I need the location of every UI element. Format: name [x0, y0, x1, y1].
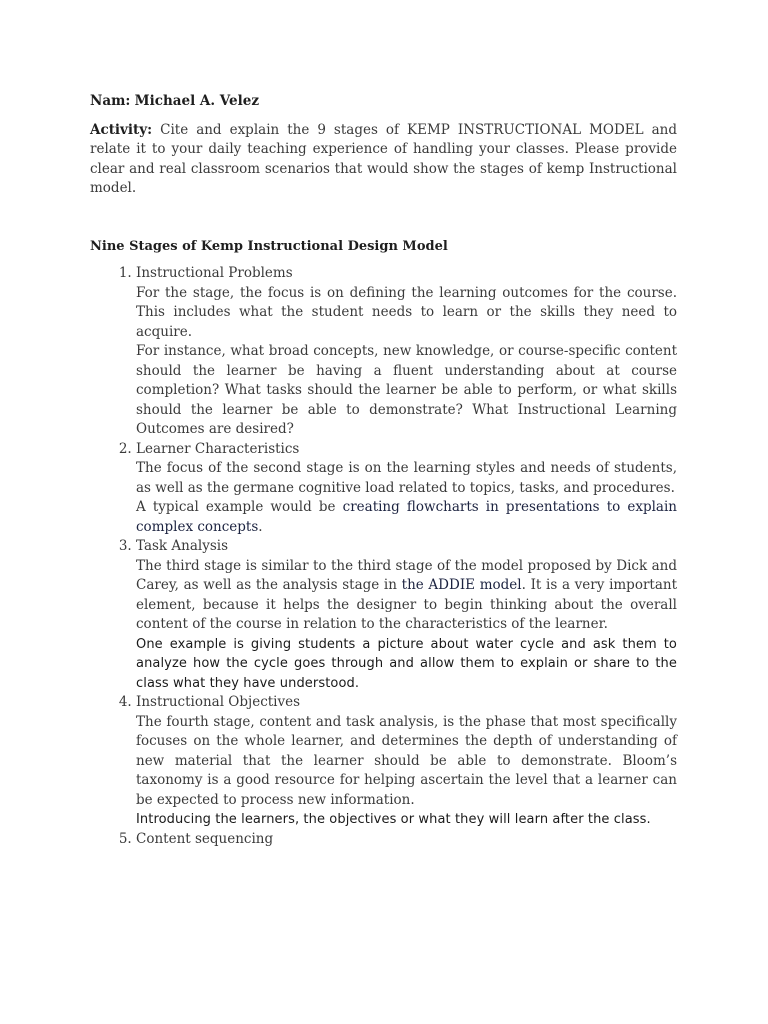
- student-name-line: [90, 92, 677, 112]
- list-item: [136, 264, 677, 440]
- section-heading: Nine Stages of Kemp Instructional Design Model: [90, 238, 448, 254]
- stage-example: For instance, what broad concepts, new knowledge, or course-specific content should the learner be having a fluent understanding about at course completion? What tasks should the learner be able to perform, or what skills should the learner be able to demonstrate? What Instructional Learning Outcomes are desired?: [136, 343, 677, 437]
- example-suffix: .: [258, 518, 263, 535]
- list-item: [136, 440, 677, 538]
- stage-example: One example is giving students a picture about water cycle and ask them to analyze how the cycle goes through and allow them to explain or share to the class what they have understood.: [136, 636, 677, 691]
- stage-description: For the stage, the focus is on defining the learning outcomes for the course. This includes what the student needs to learn or the skills they need to acquire.: [136, 284, 677, 340]
- document-page: [90, 92, 677, 849]
- activity-instructions: [90, 121, 677, 199]
- student-name: Michael A. Velez: [134, 93, 260, 109]
- activity-label: Activity:: [90, 121, 153, 138]
- stage-example: Introducing the learners, the objectives or what they will learn after the class.: [136, 812, 651, 827]
- stage-description: The focus of the second stage is on the learning styles and needs of students, as well as the germane cognitive load related to topics, tasks, and procedures.: [136, 460, 677, 496]
- example-highlight: creating flowcharts in presentations to explain complex concepts: [136, 499, 677, 535]
- list-item: [136, 537, 677, 693]
- description-suffix: . It is a very important element, because it helps the designer to begin thinking about the overall content of the course in relation to the characteristics of the learner.: [136, 577, 677, 632]
- stage-title: 2. Learner Characteristics: [136, 440, 300, 457]
- example-prefix: A typical example would be: [136, 499, 343, 515]
- stage-title: 5. Content sequencing: [136, 830, 274, 847]
- stage-title: 1. Instructional Problems: [136, 265, 293, 281]
- list-item: [136, 693, 677, 830]
- stage-title: 4. Instructional Objectives: [136, 694, 301, 710]
- stage-description: [136, 557, 677, 635]
- activity-text: Cite and explain the 9 stages of KEMP INSTRUCTIONAL MODEL and relate it to your daily teaching experience of handling your classes. Please provide clear and real classroom scenarios that would show the stages of kemp Instructional model.: [90, 121, 678, 196]
- stage-example: [136, 498, 677, 537]
- addie-model-reference: the ADDIE model: [401, 577, 522, 593]
- stage-description: The fourth stage, content and task analysis, is the phase that most specifically focuses on the whole learner, and determines the depth of understanding of new material that the learner should be able to demonstrate. Bloom’s taxonomy is a good resource for helping ascertain the level that a learner can be expected to process new information.: [136, 713, 677, 808]
- list-item: [136, 830, 677, 850]
- description-prefix: The third stage is similar to the third stage of the model proposed by Dick and Carey, as well as the analysis stage in: [136, 557, 677, 593]
- stages-list: [90, 264, 677, 849]
- stage-title: 3. Task Analysis: [136, 538, 229, 554]
- name-label: Nam:: [90, 93, 131, 109]
